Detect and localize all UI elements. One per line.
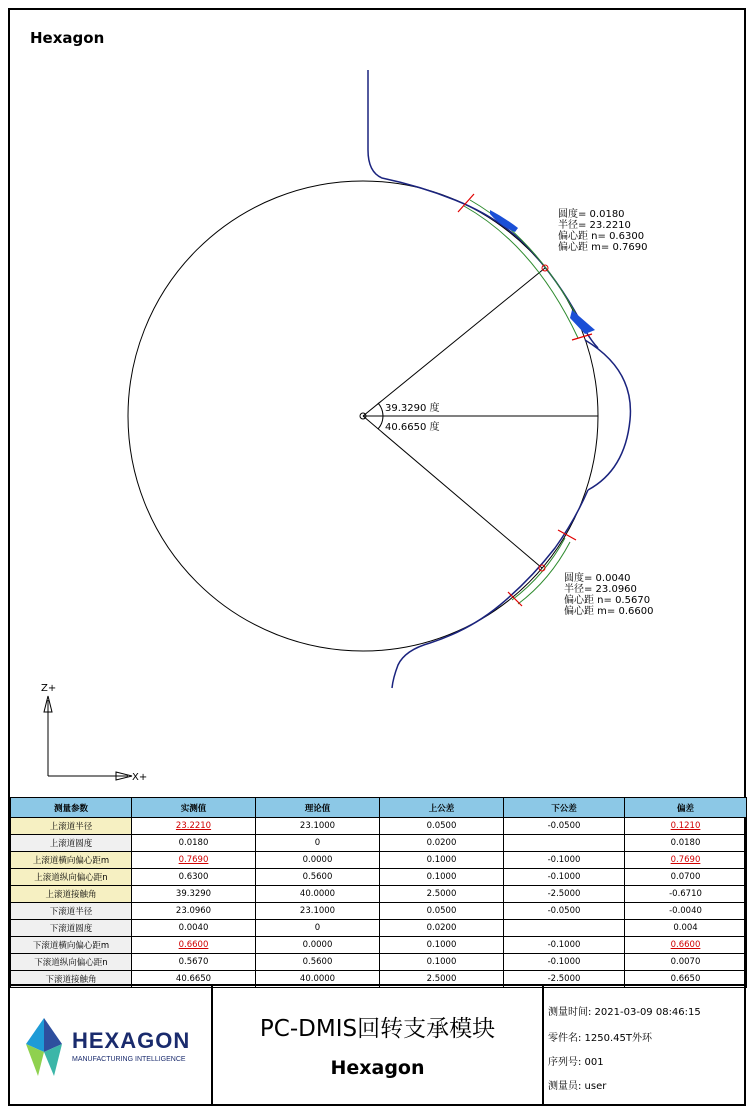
cell-nominal: 0 <box>256 835 380 852</box>
table-row <box>11 835 747 852</box>
cell-nominal: 0.5600 <box>256 869 380 886</box>
cell-nominal: 0 <box>256 920 380 937</box>
report-subtitle: Hexagon <box>330 1057 425 1079</box>
cell-param: 下滚道横向偏心距m <box>11 937 132 954</box>
upper-raceway-annotation <box>558 207 647 253</box>
cell-upper-tol: 0.0200 <box>380 920 504 937</box>
cell-actual: 0.6600 <box>132 937 256 954</box>
cell-nominal: 0.0000 <box>256 937 380 954</box>
cell-lower-tol <box>504 835 625 852</box>
lower-raceway-annotation <box>564 571 653 617</box>
operator: 测量员: user <box>548 1081 607 1092</box>
measure-time: 测量时间: 2021-03-09 08:46:15 <box>548 1007 701 1018</box>
svg-text:圆度= 0.0180: 圆度= 0.0180 <box>558 209 625 220</box>
report-footer <box>10 984 746 1104</box>
cell-lower-tol: -0.0500 <box>504 818 625 835</box>
measurement-table <box>10 797 747 988</box>
cell-actual: 0.0180 <box>132 835 256 852</box>
col-deviation: 偏差 <box>625 798 747 818</box>
cell-actual: 0.7690 <box>132 852 256 869</box>
cell-lower-tol: -2.5000 <box>504 886 625 903</box>
table-header-row <box>11 798 747 818</box>
cell-deviation: 0.004 <box>625 920 747 937</box>
logo-word: HEXAGON <box>72 1028 191 1053</box>
measured-profile-lower <box>392 490 588 688</box>
svg-text:偏心距 n= 0.6300: 偏心距 n= 0.6300 <box>558 231 645 242</box>
part-name: 零件名: 1250.45T外环 <box>548 1033 653 1044</box>
cell-nominal: 23.1000 <box>256 818 380 835</box>
table-row <box>11 852 747 869</box>
hexagon-logo <box>10 986 213 1106</box>
upper-angle-arc <box>378 403 383 416</box>
cell-deviation: 0.0180 <box>625 835 747 852</box>
cell-param: 下滚道纵向偏心距n <box>11 954 132 971</box>
cell-upper-tol: 0.1000 <box>380 954 504 971</box>
cell-param: 下滚道接触角 <box>11 971 132 988</box>
z-axis-label: Z+ <box>41 683 57 694</box>
report-title-block <box>213 986 544 1106</box>
svg-text:圆度= 0.0040: 圆度= 0.0040 <box>564 573 631 584</box>
svg-text:偏心距 m= 0.6600: 偏心距 m= 0.6600 <box>564 606 654 617</box>
cell-param: 下滚道半径 <box>11 903 132 920</box>
cell-param: 上滚道圆度 <box>11 835 132 852</box>
cell-param: 上滚道横向偏心距m <box>11 852 132 869</box>
cell-actual: 0.5670 <box>132 954 256 971</box>
cell-lower-tol: -0.1000 <box>504 869 625 886</box>
table-row <box>11 869 747 886</box>
cell-actual: 0.0040 <box>132 920 256 937</box>
cell-actual: 23.0960 <box>132 903 256 920</box>
x-axis-label: X+ <box>132 772 148 783</box>
lower-tolerance-inner <box>518 542 570 604</box>
table-row <box>11 903 747 920</box>
cell-lower-tol: -0.0500 <box>504 903 625 920</box>
cell-upper-tol: 2.5000 <box>380 971 504 988</box>
report-info <box>546 986 746 1106</box>
lower-angle-arc <box>378 416 383 429</box>
cell-nominal: 40.0000 <box>256 971 380 988</box>
cell-nominal: 0.0000 <box>256 852 380 869</box>
coordinate-axes <box>41 683 147 783</box>
cell-param: 上滚道纵向偏心距n <box>11 869 132 886</box>
cell-lower-tol: -0.1000 <box>504 852 625 869</box>
upper-deviation-fill-2 <box>570 310 595 334</box>
col-actual: 实测值 <box>132 798 256 818</box>
cell-lower-tol: -2.5000 <box>504 971 625 988</box>
cell-nominal: 23.1000 <box>256 903 380 920</box>
cell-deviation: -0.6710 <box>625 886 747 903</box>
cell-lower-tol: -0.1000 <box>504 937 625 954</box>
cell-actual: 23.2210 <box>132 818 256 835</box>
cell-upper-tol: 0.1000 <box>380 869 504 886</box>
cell-upper-tol: 0.0500 <box>380 903 504 920</box>
table-row <box>11 818 747 835</box>
cell-actual: 0.6300 <box>132 869 256 886</box>
upper-contact-line <box>363 268 545 416</box>
cell-actual: 39.3290 <box>132 886 256 903</box>
table-row <box>11 954 747 971</box>
cell-actual: 40.6650 <box>132 971 256 988</box>
cell-lower-tol: -0.1000 <box>504 954 625 971</box>
lower-contact-line <box>363 416 542 568</box>
col-upper-tol: 上公差 <box>380 798 504 818</box>
table-row <box>11 886 747 903</box>
col-lower-tol: 下公差 <box>504 798 625 818</box>
cell-upper-tol: 0.0200 <box>380 835 504 852</box>
hexagon-logo-icon <box>18 1012 78 1082</box>
cell-upper-tol: 2.5000 <box>380 886 504 903</box>
cell-deviation: 0.6650 <box>625 971 747 988</box>
lower-angle-label: 40.6650 度 <box>385 422 440 433</box>
cell-nominal: 0.5600 <box>256 954 380 971</box>
cell-lower-tol <box>504 920 625 937</box>
cell-deviation: 0.0700 <box>625 869 747 886</box>
cell-deviation: 0.7690 <box>625 852 747 869</box>
cell-param: 下滚道圆度 <box>11 920 132 937</box>
logo-subtitle: MANUFACTURING INTELLIGENCE <box>72 1056 186 1063</box>
cell-param: 上滚道接触角 <box>11 886 132 903</box>
table-row <box>11 937 747 954</box>
cell-upper-tol: 0.1000 <box>380 937 504 954</box>
svg-text:半径= 23.2210: 半径= 23.2210 <box>558 220 631 231</box>
table-row <box>11 920 747 937</box>
serial-number: 序列号: 001 <box>548 1057 604 1068</box>
cell-nominal: 40.0000 <box>256 886 380 903</box>
cell-deviation: 0.6600 <box>625 937 747 954</box>
cell-deviation: -0.0040 <box>625 903 747 920</box>
svg-text:偏心距 n= 0.5670: 偏心距 n= 0.5670 <box>564 595 651 606</box>
cell-deviation: 0.1210 <box>625 818 747 835</box>
upper-angle-label: 39.3290 度 <box>385 403 440 414</box>
report-title: PC-DMIS回转支承模块 <box>259 1016 496 1042</box>
cell-upper-tol: 0.0500 <box>380 818 504 835</box>
cell-param: 上滚道半径 <box>11 818 132 835</box>
cell-deviation: 0.0070 <box>625 954 747 971</box>
svg-text:半径= 23.0960: 半径= 23.0960 <box>564 584 637 595</box>
svg-text:偏心距 m= 0.7690: 偏心距 m= 0.7690 <box>558 242 648 253</box>
col-param: 测量参数 <box>11 798 132 818</box>
cell-upper-tol: 0.1000 <box>380 852 504 869</box>
report-brand: Hexagon <box>30 29 105 47</box>
col-nominal: 理论值 <box>256 798 380 818</box>
